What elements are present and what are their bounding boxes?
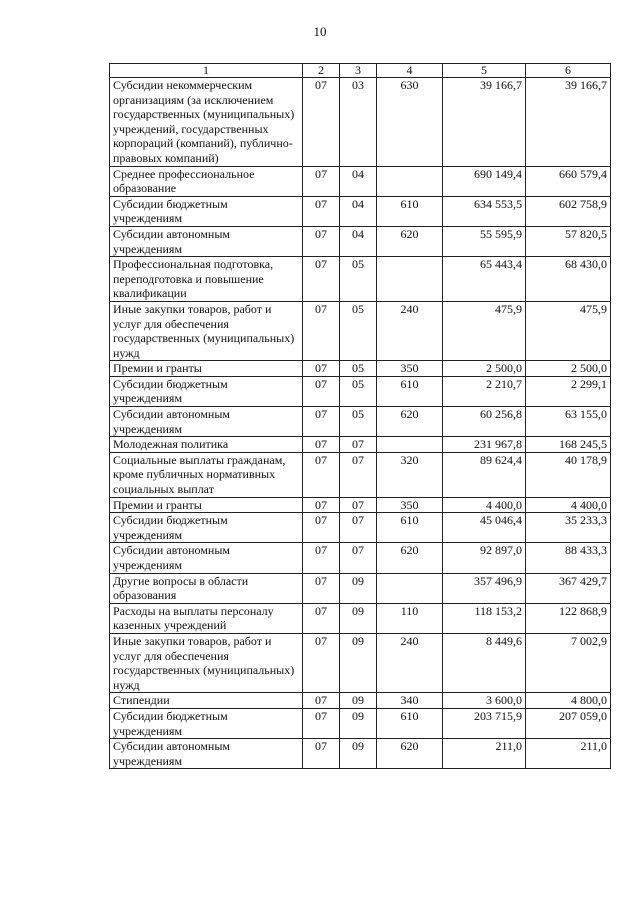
table-row (110, 452, 611, 497)
row-name: Субсидии бюджетным учреждениям (110, 513, 303, 543)
expense-type-code: 620 (377, 543, 443, 573)
section-code: 07 (303, 437, 340, 453)
amount-col-6: 2 299,1 (526, 376, 611, 406)
row-name: Стипендии (110, 693, 303, 709)
subsection-code: 05 (340, 361, 377, 377)
amount-col-6: 4 400,0 (526, 497, 611, 513)
row-name: Субсидии автономным учреждениям (110, 739, 303, 769)
amount-col-6: 367 429,7 (526, 573, 611, 603)
row-name: Иные закупки товаров, работ и услуг для обеспечения государственных (муниципальных) нужд (110, 633, 303, 692)
table-header-row (110, 64, 611, 78)
section-code: 07 (303, 497, 340, 513)
row-name: Субсидии автономным учреждениям (110, 407, 303, 437)
amount-col-5: 4 400,0 (443, 497, 526, 513)
row-name: Премии и гранты (110, 361, 303, 377)
section-code: 07 (303, 739, 340, 769)
subsection-code: 07 (340, 543, 377, 573)
section-code: 07 (303, 573, 340, 603)
expense-type-code: 630 (377, 78, 443, 167)
table-row (110, 573, 611, 603)
expense-type-code: 110 (377, 603, 443, 633)
row-name: Социальные выплаты гражданам, кроме публичных нормативных социальных выплат (110, 452, 303, 497)
section-code: 07 (303, 166, 340, 196)
expense-type-code: 610 (377, 196, 443, 226)
subsection-code: 09 (340, 603, 377, 633)
row-name: Среднее профессиональное образование (110, 166, 303, 196)
amount-col-5: 8 449,6 (443, 633, 526, 692)
expense-type-code: 350 (377, 497, 443, 513)
expense-type-code (377, 257, 443, 302)
row-name: Субсидии бюджетным учреждениям (110, 376, 303, 406)
table-row (110, 226, 611, 256)
table-row (110, 497, 611, 513)
amount-col-5: 65 443,4 (443, 257, 526, 302)
amount-col-5: 211,0 (443, 739, 526, 769)
section-code: 07 (303, 603, 340, 633)
expense-type-code: 320 (377, 452, 443, 497)
section-code: 07 (303, 708, 340, 738)
table-row (110, 376, 611, 406)
subsection-code: 04 (340, 196, 377, 226)
budget-table (109, 63, 611, 769)
amount-col-5: 2 500,0 (443, 361, 526, 377)
page-number: 10 (313, 24, 327, 39)
column-header: 1 (110, 64, 303, 78)
amount-col-6: 122 868,9 (526, 603, 611, 633)
column-header: 2 (303, 64, 340, 78)
table-row (110, 633, 611, 692)
table-row (110, 693, 611, 709)
row-name: Другие вопросы в области образования (110, 573, 303, 603)
amount-col-6: 207 059,0 (526, 708, 611, 738)
row-name: Премии и гранты (110, 497, 303, 513)
subsection-code: 04 (340, 166, 377, 196)
table-row (110, 603, 611, 633)
expense-type-code: 620 (377, 407, 443, 437)
column-header: 4 (377, 64, 443, 78)
section-code: 07 (303, 633, 340, 692)
section-code: 07 (303, 407, 340, 437)
column-header: 5 (443, 64, 526, 78)
expense-type-code: 610 (377, 708, 443, 738)
row-name: Субсидии некоммерческим организациям (за исключением государственных (муниципальных) учреждений, государственных корпораций (компаний), публично-правовых компаний) (110, 78, 303, 167)
section-code: 07 (303, 196, 340, 226)
amount-col-5: 118 153,2 (443, 603, 526, 633)
subsection-code: 07 (340, 513, 377, 543)
amount-col-5: 3 600,0 (443, 693, 526, 709)
subsection-code: 09 (340, 708, 377, 738)
subsection-code: 04 (340, 226, 377, 256)
table-row (110, 739, 611, 769)
section-code: 07 (303, 513, 340, 543)
table-row (110, 301, 611, 360)
section-code: 07 (303, 693, 340, 709)
row-name: Субсидии бюджетным учреждениям (110, 196, 303, 226)
subsection-code: 05 (340, 407, 377, 437)
amount-col-5: 89 624,4 (443, 452, 526, 497)
subsection-code: 09 (340, 693, 377, 709)
amount-col-6: 168 245,5 (526, 437, 611, 453)
subsection-code: 09 (340, 633, 377, 692)
column-header: 3 (340, 64, 377, 78)
amount-col-5: 231 967,8 (443, 437, 526, 453)
amount-col-6: 475,9 (526, 301, 611, 360)
subsection-code: 07 (340, 497, 377, 513)
amount-col-5: 690 149,4 (443, 166, 526, 196)
amount-col-5: 475,9 (443, 301, 526, 360)
amount-col-6: 39 166,7 (526, 78, 611, 167)
subsection-code: 09 (340, 739, 377, 769)
expense-type-code: 340 (377, 693, 443, 709)
expense-type-code (377, 573, 443, 603)
amount-col-5: 203 715,9 (443, 708, 526, 738)
section-code: 07 (303, 452, 340, 497)
amount-col-6: 7 002,9 (526, 633, 611, 692)
amount-col-5: 357 496,9 (443, 573, 526, 603)
amount-col-6: 660 579,4 (526, 166, 611, 196)
expense-type-code: 240 (377, 301, 443, 360)
subsection-code: 05 (340, 301, 377, 360)
section-code: 07 (303, 361, 340, 377)
table-body (110, 78, 611, 769)
table-row (110, 257, 611, 302)
section-code: 07 (303, 301, 340, 360)
amount-col-6: 57 820,5 (526, 226, 611, 256)
section-code: 07 (303, 543, 340, 573)
section-code: 07 (303, 376, 340, 406)
table-row (110, 513, 611, 543)
section-code: 07 (303, 226, 340, 256)
amount-col-6: 2 500,0 (526, 361, 611, 377)
amount-col-5: 92 897,0 (443, 543, 526, 573)
table-row (110, 437, 611, 453)
expense-type-code: 350 (377, 361, 443, 377)
row-name: Расходы на выплаты персоналу казенных учреждений (110, 603, 303, 633)
table-row (110, 78, 611, 167)
subsection-code: 05 (340, 376, 377, 406)
expense-type-code (377, 166, 443, 196)
expense-type-code: 620 (377, 739, 443, 769)
subsection-code: 05 (340, 257, 377, 302)
amount-col-6: 35 233,3 (526, 513, 611, 543)
table-row (110, 196, 611, 226)
amount-col-6: 63 155,0 (526, 407, 611, 437)
expense-type-code: 240 (377, 633, 443, 692)
row-name: Профессиональная подготовка, переподготовка и повышение квалификации (110, 257, 303, 302)
amount-col-6: 40 178,9 (526, 452, 611, 497)
row-name: Субсидии автономным учреждениям (110, 543, 303, 573)
amount-col-6: 88 433,3 (526, 543, 611, 573)
table-row (110, 166, 611, 196)
expense-type-code: 610 (377, 513, 443, 543)
subsection-code: 07 (340, 437, 377, 453)
subsection-code: 09 (340, 573, 377, 603)
amount-col-6: 68 430,0 (526, 257, 611, 302)
table-row (110, 407, 611, 437)
table-row (110, 543, 611, 573)
amount-col-6: 602 758,9 (526, 196, 611, 226)
amount-col-5: 39 166,7 (443, 78, 526, 167)
amount-col-5: 2 210,7 (443, 376, 526, 406)
expense-type-code: 610 (377, 376, 443, 406)
subsection-code: 07 (340, 452, 377, 497)
amount-col-5: 634 553,5 (443, 196, 526, 226)
amount-col-6: 4 800,0 (526, 693, 611, 709)
row-name: Иные закупки товаров, работ и услуг для обеспечения государственных (муниципальных) нужд (110, 301, 303, 360)
amount-col-5: 45 046,4 (443, 513, 526, 543)
amount-col-5: 55 595,9 (443, 226, 526, 256)
section-code: 07 (303, 78, 340, 167)
row-name: Субсидии автономным учреждениям (110, 226, 303, 256)
table-row (110, 708, 611, 738)
amount-col-6: 211,0 (526, 739, 611, 769)
expense-type-code (377, 437, 443, 453)
row-name: Субсидии бюджетным учреждениям (110, 708, 303, 738)
subsection-code: 03 (340, 78, 377, 167)
row-name: Молодежная политика (110, 437, 303, 453)
section-code: 07 (303, 257, 340, 302)
amount-col-5: 60 256,8 (443, 407, 526, 437)
column-header: 6 (526, 64, 611, 78)
expense-type-code: 620 (377, 226, 443, 256)
table-row (110, 361, 611, 377)
